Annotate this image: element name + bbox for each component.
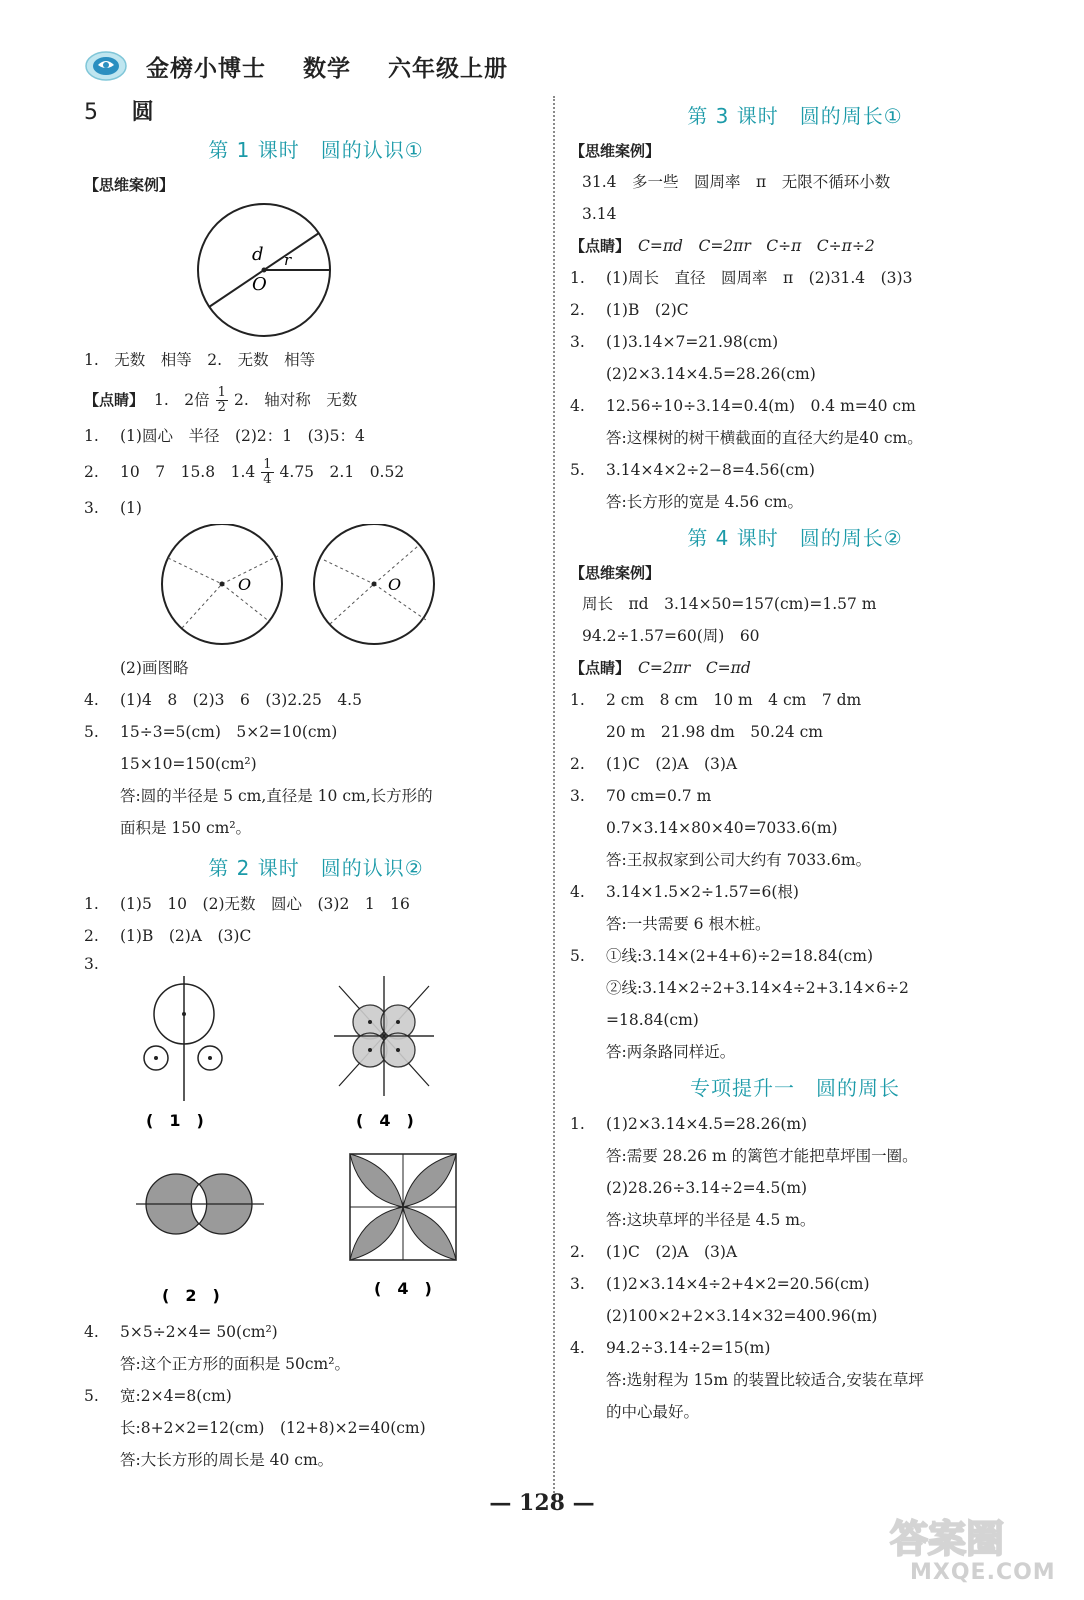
answer-line: (2)2×3.14×4.5=28.26(cm): [606, 365, 816, 383]
list-item: 4. (1)4 8 (2)3 6 (3)2.25 4.5: [84, 691, 362, 709]
right-column: [570, 96, 1020, 1428]
answer-line: 的中心最好。: [606, 1403, 700, 1421]
header-grade: 六年级上册: [388, 55, 509, 82]
case-line: 31.4 多一些 圆周率 π 无限不循环小数: [582, 173, 891, 191]
watermark-text: MXQE.COM: [910, 1560, 1056, 1585]
answer-line: 答:圆的半径是 5 cm,直径是 10 cm,长方形的: [120, 787, 433, 805]
svg-text:答案圈: 答案圈: [890, 1517, 1005, 1561]
lesson-3-case-tag: 【思维案例】: [570, 142, 661, 160]
brand-logo-icon: [84, 49, 128, 83]
answer-line: 20 m 21.98 dm 50.24 cm: [606, 723, 823, 741]
circle-diameter-figure: [84, 200, 548, 340]
answer-line: 0.7×3.14×80×40=7033.6(m): [606, 819, 838, 837]
answer-line: 长:8+2×2=12(cm) (12+8)×2=40(cm): [120, 1419, 426, 1437]
diameter-label: d: [252, 244, 264, 265]
lesson-4-title: 第 4 课时 圆的周长②: [687, 526, 903, 550]
figure-caption-4a: ( 4 ): [356, 1111, 414, 1130]
case-line: 94.2÷1.57=60(周) 60: [582, 627, 760, 645]
figure-caption-2: ( 2 ): [162, 1286, 220, 1305]
header-subject: 数学: [303, 55, 352, 82]
lesson-1-title: 第 1 课时 圆的认识①: [208, 138, 424, 162]
list-item: 2. 10 7 15.8 1.4 $\frac{1}{4}$ 4.75 2.1 0.52: [84, 456, 405, 487]
header-brand: 金榜小博士: [146, 55, 266, 82]
answer-line: =18.84(cm): [606, 1011, 699, 1029]
lesson-3-point-tag: 【点睛】: [570, 237, 631, 255]
list-item: 4. 5×5÷2×4= 50(cm²): [84, 1323, 278, 1341]
lesson-3-title: 第 3 课时 圆的周长①: [687, 104, 903, 128]
chapter-title: [84, 96, 548, 130]
figure-caption-1: ( 1 ): [146, 1111, 204, 1130]
list-item: 1. (1)圆心 半径 (2)2：1 (3)5：4: [84, 427, 365, 445]
answer-line: 15×10=150(cm²): [120, 755, 257, 773]
chapter-name: 圆: [131, 100, 154, 125]
answer-line: 答:选射程为 15m 的装置比较适合,安装在草坪: [606, 1371, 924, 1389]
fraction-one-quarter: $\frac{1}{4}$: [263, 456, 272, 487]
answer-line: 答:王叔叔家到公司大约有 7033.6m。: [606, 851, 872, 869]
list-item: 4. 3.14×1.5×2÷1.57=6(根): [570, 883, 799, 901]
answer-line: (2)100×2+2×3.14×32=400.96(m): [606, 1307, 878, 1325]
center-label: O: [252, 274, 267, 295]
page-header: [84, 46, 536, 86]
lesson-2-title: 第 2 课时 圆的认识②: [208, 856, 424, 880]
answer-line: 答:一共需要 6 根木桩。: [606, 915, 771, 933]
center-o-label-2: O: [388, 575, 402, 594]
list-item: 3. (1): [84, 499, 142, 517]
lesson-3-point-line: 【点睛】 C=πd C=2πr C÷π C÷π÷2: [570, 230, 1020, 262]
center-o-label-1: O: [238, 575, 252, 594]
list-item: 2. (1)C (2)A (3)A: [570, 755, 738, 773]
lesson-4-point-line: 【点睛】 C=2πr C=πd: [570, 652, 1020, 684]
list-item: 1. (1)2×3.14×4.5=28.26(m): [570, 1115, 808, 1133]
lesson-4-case-tag: 【思维案例】: [570, 564, 661, 582]
answer-line: 面积是 150 cm²。: [120, 819, 252, 837]
case-line: 3.14: [582, 205, 617, 223]
answer-line: 答:这块草坪的半径是 4.5 m。: [606, 1211, 816, 1229]
symmetry-figures: [84, 976, 548, 1316]
list-item: 2. (1)B (2)A (3)C: [84, 927, 252, 945]
list-item: 5. ①线:3.14×(2+4+6)÷2=18.84(cm): [570, 947, 874, 965]
answer-line: ②线:3.14×2÷2+3.14×4÷2+3.14×6÷2: [606, 979, 909, 997]
list-item: 4. 94.2÷3.14÷2=15(m): [570, 1339, 771, 1357]
lesson-1-item3-b: (2)画图略: [120, 659, 189, 677]
left-column: [84, 96, 548, 1476]
answer-line: 答:大长方形的周长是 40 cm。: [120, 1451, 334, 1469]
page-number: — 128 —: [489, 1490, 595, 1516]
figure-caption-4b: ( 4 ): [374, 1279, 432, 1298]
lesson-1-point-b: 2. 轴对称 无数: [233, 391, 358, 409]
list-item: 5. 宽:2×4=8(cm): [84, 1387, 232, 1405]
answer-line: 答:这个正方形的面积是 50cm²。: [120, 1355, 350, 1373]
fraction-one-half: $\frac{1}{2}$: [217, 384, 226, 415]
lesson-1-case-tag: 【思维案例】: [84, 176, 175, 194]
lesson-1-point-tag: 【点睛】: [84, 391, 145, 409]
answer-line: 答:两条路同样近。: [606, 1043, 736, 1061]
list-item: 1. (1)5 10 (2)无数 圆心 (3)2 1 16: [84, 895, 410, 913]
list-item: 2. (1)B (2)C: [570, 301, 689, 319]
special-title: 专项提升一 圆的周长: [690, 1076, 900, 1100]
list-item: 3. 70 cm=0.7 m: [570, 787, 712, 805]
list-item: 3.: [84, 955, 99, 973]
list-item: 5. 15÷3=5(cm) 5×2=10(cm): [84, 723, 338, 741]
list-item: 3. (1)2×3.14×4÷2+4×2=20.56(cm): [570, 1275, 870, 1293]
header-title: [146, 50, 536, 83]
list-item: 1. 2 cm 8 cm 10 m 4 cm 7 dm: [570, 691, 862, 709]
answer-line: 答:需要 28.26 m 的篱笆才能把草坪围一圈。: [606, 1147, 918, 1165]
list-item: 4. 12.56÷10÷3.14=0.4(m) 0.4 m=40 cm: [570, 397, 916, 415]
list-item: 3. (1)3.14×7=21.98(cm): [570, 333, 779, 351]
answer-line: 答:长方形的宽是 4.56 cm。: [606, 493, 803, 511]
column-divider: [553, 96, 555, 1496]
list-item: 1. (1)周长 直径 圆周率 π (2)31.4 (3)3: [570, 269, 913, 287]
lesson-4-point-tag: 【点睛】: [570, 659, 631, 677]
radius-label: r: [284, 251, 292, 269]
answer-line: (2)28.26÷3.14÷2=4.5(m): [606, 1179, 808, 1197]
list-item: 5. 3.14×4×2÷2−8=4.56(cm): [570, 461, 815, 479]
lesson-1-point-line: [84, 380, 548, 420]
lesson-1-case-answer: 1. 无数 相等 2. 无数 相等: [84, 351, 316, 369]
find-center-figures: [84, 524, 548, 652]
chapter-number: 5: [84, 100, 98, 125]
list-item: 2. (1)C (2)A (3)A: [570, 1243, 738, 1261]
lesson-1-point-a: 1. 2倍: [154, 391, 210, 409]
answer-line: 答:这棵树的树干横截面的直径大约是40 cm。: [606, 429, 923, 447]
case-line: 周长 πd 3.14×50=157(cm)=1.57 m: [582, 595, 877, 613]
